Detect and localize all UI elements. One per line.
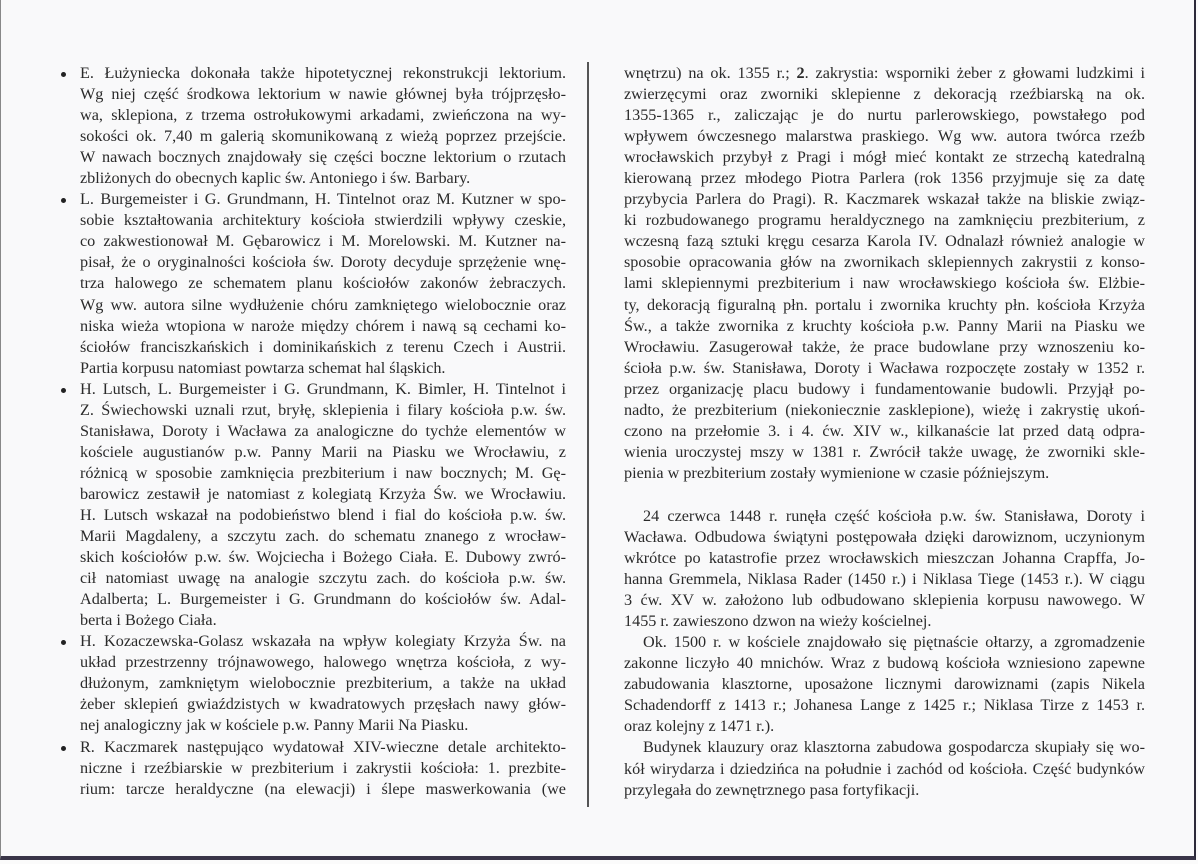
paragraph-klauzura <box>624 737 1145 800</box>
text-line: Wacława. Odbudowa świątyni postępowała dzięki darowiznom, uczynionym <box>624 527 1145 546</box>
text-line: pienia w prezbiterium zostały wymienione w czasie późniejszym. <box>624 463 1050 482</box>
text-line: trza halowego ze schematem planu kościołów zakonów żebraczych. <box>80 274 566 293</box>
text-line: zakonne liczyło 40 mnichów. Wraz z budową kościoła wzniesiono zapewne <box>624 654 1145 673</box>
text-segment: wnętrzu) na ok. 1355 r.; <box>624 64 797 82</box>
text-line: wczesną fazą sztuki kręgu cesarza Karola IV. Odnalazł również analogie w <box>624 232 1145 251</box>
text-line: W nawach bocznych znajdowały się części boczne lektorium o rzutach <box>80 148 566 167</box>
text-line: oraz kolejny z 1471 r.). <box>624 717 775 736</box>
text-line: przez organizację placu budowy i fundamentowanie budowli. Przyjął po- <box>624 379 1145 398</box>
text-line: co zakwestionował M. Gębarowicz i M. Morelowski. M. Kutzner na- <box>80 232 566 251</box>
paragraph-1500-altars <box>624 632 1145 737</box>
text-line: 1455 r. zawieszono dzwon na wieży kościelnej. <box>624 612 932 631</box>
continuation-paragraph <box>624 63 1145 484</box>
text-line: Wg niej część środkowa lektorium w nawie głównej była trójprzęsło- <box>80 85 566 104</box>
column-divider <box>587 62 589 807</box>
text-line: barowicz zestawił je natomiast z kolegiatą Krzyża Św. we Wrocławiu. <box>80 484 566 503</box>
text-line: nadto, że prezbiterium (niekoniecznie zasklepione), wieżę i zakrystię ukoń- <box>624 400 1145 419</box>
bullet-item-luzyniecka <box>80 63 566 189</box>
text-line: czono na przełomie 3. i 4. ćw. XIV w., kilkanaście lat przed datą odpra- <box>624 421 1145 440</box>
text-line: sobie kształtowania architektury kościoła stwierdzili wpływy czeskie, <box>80 211 566 230</box>
text-line: ścioła p.w. św. Stanisława, Doroty i Wacława rozpoczęte zostały w 1352 r. <box>624 358 1145 377</box>
text-line: niczne i rzeźbiarskie w prezbiterium i zakrystii kościoła: 1. prezbite- <box>80 758 566 777</box>
text-line: H. Kozaczewska-Golasz wskazała na wpływ kolegiaty Krzyża Św. na <box>80 632 566 651</box>
text-line: berta i Bożego Ciała. <box>80 611 217 630</box>
bullet-item-kaczmarek <box>80 737 566 800</box>
text-line: H. Lutsch, L. Burgemeister i G. Grundmann, K. Bimler, H. Tintelnot i <box>80 379 566 398</box>
text-line: dłużonym, zamkniętym wielobocznie prezbiterium, a także na układ <box>80 674 566 693</box>
text-line: zabudowania klasztorne, uposażone licznymi darowiznami (zapis Nikela <box>624 675 1145 694</box>
text-line: układ przestrzenny trójnawowego, halowego wnętrza kościoła, z wy- <box>80 653 566 672</box>
text-line: R. Kaczmarek następująco wydatował XIV-wieczne detale architekto- <box>80 737 566 756</box>
bullet-item-kozaczewska <box>80 631 566 736</box>
text-line: pisał, że o oryginalności kościoła św. Doroty decyduje sprzężenie wnę- <box>80 253 566 272</box>
text-line: nej analogiczny jak w kościele p.w. Panny Marii Na Piasku. <box>80 716 469 735</box>
text-line: przylegała do zewnętrznego pasa fortyfikacji. <box>624 780 920 799</box>
text-line: H. Lutsch wskazał na podobieństwo blend i fial do kościoła p.w. św. <box>80 505 566 524</box>
text-segment: . zakrystia: wsporniki żeber z głowami ludzkimi i <box>804 64 1145 82</box>
text-line: L. Burgemeister i G. Grundmann, H. Tintelnot oraz M. Kutzner w spo- <box>80 190 566 209</box>
text-line: cił natomiast uwagę na analogie szczytu zach. do kościoła p.w. św. <box>80 569 566 588</box>
text-line: 24 czerwca 1448 r. runęła część kościoła p.w. św. Stanisława, Doroty i <box>643 506 1145 525</box>
text-line: niska wieża wtopiona w naroże między chórem i nawą są cechami ko- <box>80 316 566 335</box>
text-line: Wrocławiu. Zasugerował także, że prace budowlane przy wznoszeniu ko- <box>624 337 1145 356</box>
text-line: wrocławskich przybył z Pragi i mógł mieć kontakt ze strzechą katedralną <box>624 148 1145 167</box>
text-line: różnicą w sposobie zamknięcia prezbiterium i naw bocznych; M. Gę- <box>80 463 566 482</box>
text-line: wpływem ówczesnego malarstwa praskiego. Wg ww. autora twórca rzeźb <box>624 127 1145 146</box>
bold-number: 2 <box>796 64 805 82</box>
text-line: Budynek klauzury oraz klasztorna zabudowa gospodarcza skupiały się wo- <box>643 738 1145 757</box>
text-line: wa, sklepiona, z trzema ostrołukowymi arkadami, zwieńczona na wy- <box>80 106 566 125</box>
text-line: kół wirydarza i dziedzińca na południe i zachód od kościoła. Część budynków <box>624 759 1145 778</box>
text-line: kierowaną przez młodego Piotra Parlera (rok 1356 przyjmuje się za datę <box>624 169 1145 188</box>
text-line: sposobie opracowania głów na zwornikach sklepiennych zakrystii z konso- <box>624 253 1145 272</box>
left-column <box>80 63 566 800</box>
text-line: skich kościołów p.w. św. Wojciecha i Bożego Ciała. E. Dubowy zwró- <box>80 548 566 567</box>
text-line <box>624 63 1145 84</box>
text-line: 1355-1365 r., zaliczając je do nurtu parlerowskiego, powstałego pod <box>624 106 1145 125</box>
text-line: ki rozbudowanego programu heraldycznego na zamknięciu prezbiterium, z <box>624 211 1145 230</box>
text-line: żeber sklepień gwiaździstych w kwadratowych przęsłach nawy głów- <box>80 695 566 714</box>
text-line: Ok. 1500 r. w kościele znajdowało się piętnaście ołtarzy, a zgromadzenie <box>643 633 1145 652</box>
paragraph-gap <box>624 484 1145 506</box>
text-line: Partia korpusu natomiast powtarza schemat hal śląskich. <box>80 358 446 377</box>
text-line: Stanisława, Doroty i Wacława za analogiczne do tychże elementów w <box>80 421 566 440</box>
text-line: zwierzęcymi oraz zworniki sklepienne z dekoracją rzeźbiarską na ok. <box>624 85 1145 104</box>
text-line: wkrótce po katastrofie przez wrocławskich mieszczan Johanna Crapffa, Jo- <box>624 549 1145 568</box>
text-line: Z. Świechowski uznali rzut, bryłę, sklepienia i filary kościoła p.w. św. <box>80 400 566 419</box>
text-line: Marii Magdaleny, a szczytu zach. do schematu znanego z wrocław- <box>80 527 566 546</box>
text-line: Schadendorff z 1413 r.; Johanesa Lange z 1425 r.; Niklasa Tirze z 1453 r. <box>624 696 1145 715</box>
text-line: hanna Gremmela, Niklasa Rader (1450 r.) i Niklasa Tiege (1453 r.). W ciągu <box>624 570 1145 589</box>
bullet-list <box>80 63 566 800</box>
text-line: Wg ww. autora silne wydłużenie chóru zamkniętego wielobocznie oraz <box>80 295 566 314</box>
bullet-item-lutsch <box>80 379 566 632</box>
text-line: 3 ćw. XV w. założono lub odbudowano sklepienia korpusu nawowego. W <box>624 591 1145 610</box>
text-line: zbliżonych do obecnych kaplic św. Antoniego i św. Barbary. <box>80 169 471 188</box>
text-line: kościele augustianów p.w. Panny Marii na Piasku we Wrocławiu, z <box>80 442 566 461</box>
text-line: lami sklepiennymi prezbiterium i naw wrocławskiego kościoła św. Elżbie- <box>624 274 1145 293</box>
bullet-item-burgemeister <box>80 189 566 378</box>
text-line: przybycia Parlera do Pragi). R. Kaczmarek wskazał także na bliskie związ- <box>624 190 1145 209</box>
text-line: ściołów franciszkańskich i dominikańskich z terenu Czech i Austrii. <box>80 337 566 356</box>
text-line: wienia uroczystej mszy w 1381 r. Zwrócił także uwagę, że zworniki skle- <box>624 442 1145 461</box>
text-line: Adalberta; L. Burgemeister i G. Grundmann do kościołów św. Adal- <box>80 590 566 609</box>
text-line: Św., a także zwornika z kruchty kościoła p.w. Panny Marii na Piasku we <box>624 316 1145 335</box>
paragraph-1448-collapse <box>624 506 1145 632</box>
text-line: sokości ok. 7,40 m galerią skomunikowaną z wieżą poprzez przejście. <box>80 127 566 146</box>
text-line: rium: tarcze heraldyczne (na elewacji) i ślepe maswerkowania (we <box>80 779 566 798</box>
text-line: ty, dekoracją figuralną płn. portalu i zwornika kruchty płn. kościoła Krzyża <box>624 295 1145 314</box>
text-line: E. Łużyniecka dokonała także hipotetycznej rekonstrukcji lektorium. <box>80 64 566 82</box>
right-column <box>624 63 1145 801</box>
